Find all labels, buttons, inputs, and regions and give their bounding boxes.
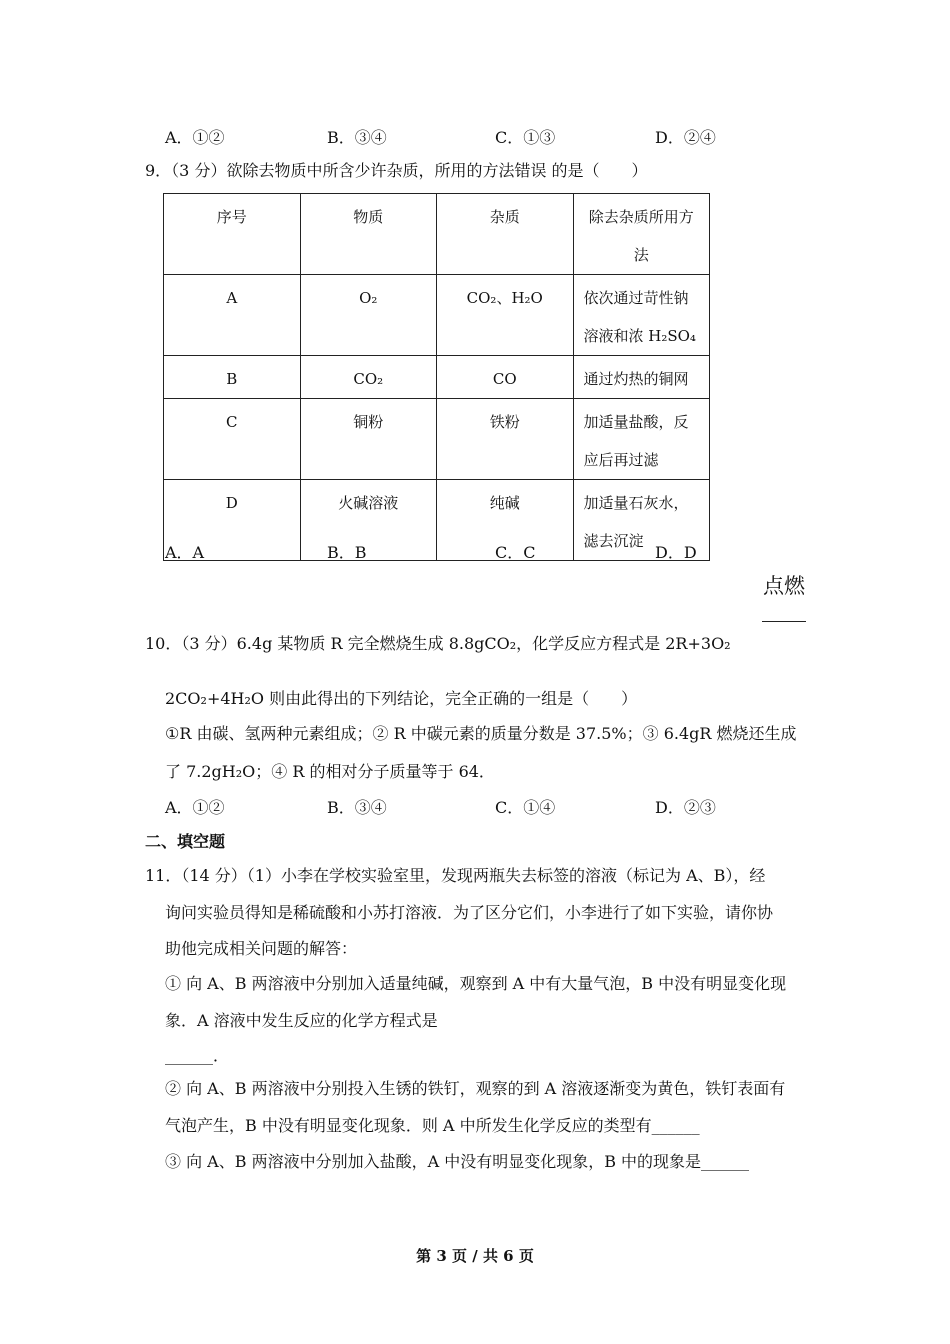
q8-choice-c: C．①③ xyxy=(495,128,556,147)
cell-impurity: 铁粉 xyxy=(437,399,574,480)
cell-index: B xyxy=(164,356,301,399)
cell-method: 通过灼热的铜网 xyxy=(573,356,710,399)
q9-table xyxy=(163,193,710,561)
q10-choice-b: B．③④ xyxy=(327,798,387,817)
q11-line-3: 助他完成相关问题的解答： xyxy=(165,939,358,958)
cell-impurity: CO₂、H₂O xyxy=(437,275,574,356)
cell-impurity: 纯碱 xyxy=(437,480,574,561)
header-impurity: 杂质 xyxy=(437,194,574,275)
page-number: 第 3 页 / 共 6 页 xyxy=(416,1247,534,1265)
header-index: 序号 xyxy=(164,194,301,275)
q9-choice-d: D．D xyxy=(655,543,697,562)
reaction-condition: 点燃 xyxy=(763,574,805,598)
q9-choice-c: C．C xyxy=(495,543,536,562)
q8-choice-d: D．②④ xyxy=(655,128,716,147)
cell-method: 依次通过苛性钠溶液和浓 H₂SO₄ xyxy=(573,275,710,356)
q11-line-8: 气泡产生，B 中没有明显变化现象．则 A 中所发生化学反应的类型有______ xyxy=(165,1116,700,1135)
q9-choice-b: B．B xyxy=(327,543,367,562)
q10-line-3: ①R 由碳、氢两种元素组成；② R 中碳元素的质量分数是 37.5%；③ 6.4gR 燃烧还生成 xyxy=(165,724,797,743)
q9-stem: 9．（3 分）欲除去物质中所含少许杂质，所用的方法错误 的是（ ） xyxy=(145,161,648,180)
q11-line-5: 象．A 溶液中发生反应的化学方程式是 xyxy=(165,1011,438,1030)
table-row xyxy=(164,480,710,561)
header-method: 除去杂质所用方法 xyxy=(573,194,710,275)
q11-line-2: 询问实验员得知是稀硫酸和小苏打溶液．为了区分它们，小李进行了如下实验，请你协 xyxy=(165,903,774,922)
q10-choice-d: D．②③ xyxy=(655,798,716,817)
q10-choice-c: C．①④ xyxy=(495,798,556,817)
cell-impurity: CO xyxy=(437,356,574,399)
cell-method: 加适量盐酸，反应后再过滤 xyxy=(573,399,710,480)
q9-choice-a: A．A xyxy=(165,543,205,562)
cell-index: D xyxy=(164,480,301,561)
table-row xyxy=(164,275,710,356)
table-row xyxy=(164,356,710,399)
table-header-row xyxy=(164,194,710,275)
section-title: 二、填空题 xyxy=(145,832,226,851)
reaction-arrow-line xyxy=(762,621,806,622)
table-row xyxy=(164,399,710,480)
cell-substance: CO₂ xyxy=(300,356,437,399)
q11-line-4: ① 向 A、B 两溶液中分别加入适量纯碱，观察到 A 中有大量气泡，B 中没有明显变化现 xyxy=(165,974,787,993)
cell-method: 加适量石灰水，滤去沉淀 xyxy=(573,480,710,561)
q10-choice-a: A．①② xyxy=(165,798,225,817)
q8-choice-b: B．③④ xyxy=(327,128,387,147)
q8-choice-a: A．①② xyxy=(165,128,225,147)
q11-line-7: ② 向 A、B 两溶液中分别投入生锈的铁钉，观察的到 A 溶液逐渐变为黄色，铁钉表面有 xyxy=(165,1079,786,1098)
q10-line-4: 了 7.2gH₂O；④ R 的相对分子质量等于 64． xyxy=(165,762,495,781)
cell-substance: 火碱溶液 xyxy=(300,480,437,561)
cell-index: C xyxy=(164,399,301,480)
cell-substance: 铜粉 xyxy=(300,399,437,480)
q11-line-6: ______． xyxy=(165,1046,230,1065)
page-footer xyxy=(0,1245,950,1266)
q10-line-2: 2CO₂+4H₂O 则由此得出的下列结论，完全正确的一组是（ ） xyxy=(165,689,638,708)
q11-line-9: ③ 向 A、B 两溶液中分别加入盐酸，A 中没有明显变化现象，B 中的现象是______ xyxy=(165,1152,750,1171)
cell-index: A xyxy=(164,275,301,356)
q10-stem: 10．（3 分）6.4g 某物质 R 完全燃烧生成 8.8gCO₂，化学反应方程式是 2R+3O₂ xyxy=(145,634,731,653)
q11-line-1: 11．（14 分）（1）小李在学校实验室里，发现两瓶失去标签的溶液（标记为 A、B），经 xyxy=(145,866,766,885)
cell-substance: O₂ xyxy=(300,275,437,356)
header-substance: 物质 xyxy=(300,194,437,275)
